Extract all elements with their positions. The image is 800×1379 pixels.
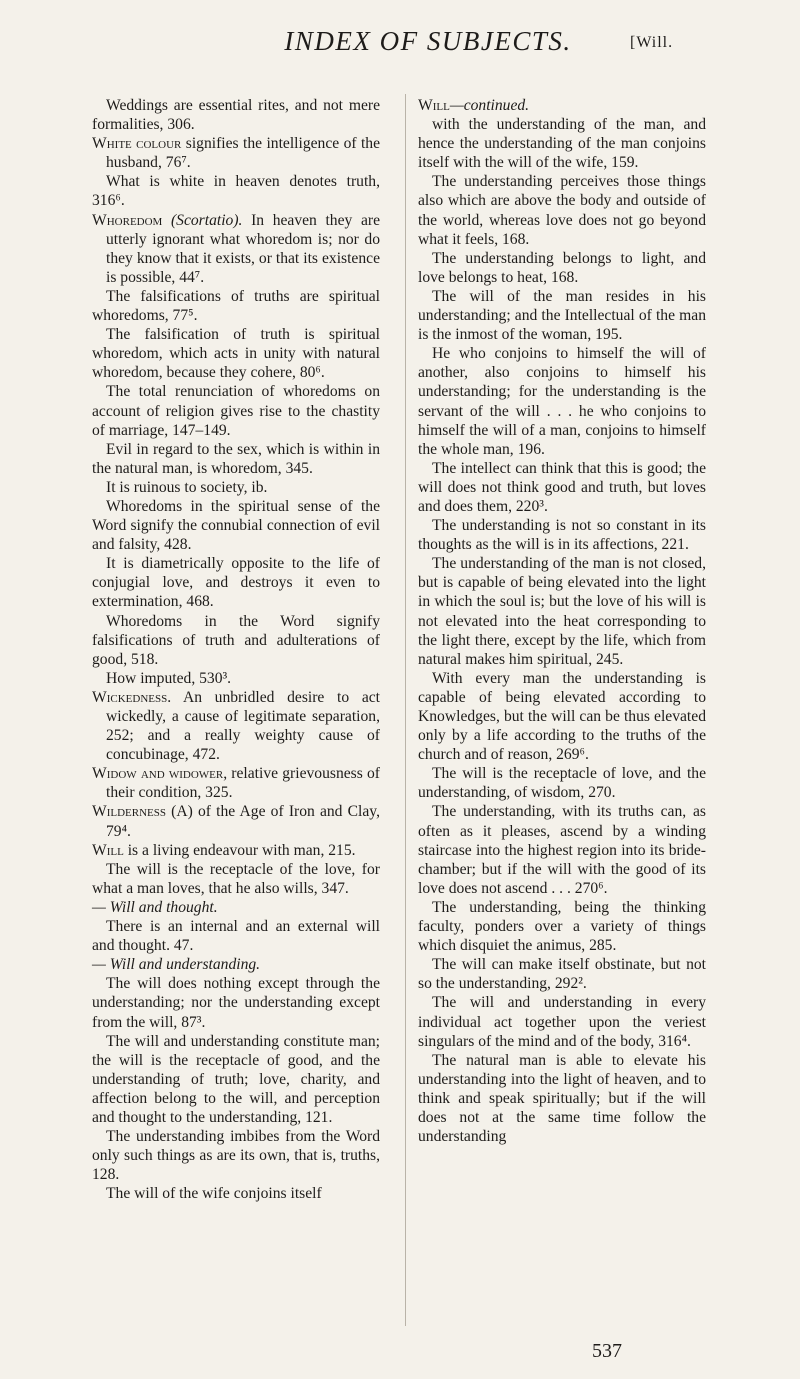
- entry-text: How imputed, 530³.: [106, 669, 232, 687]
- entry-text: He who conjoins to himself the will of another, also conjoins to himself his understanding; for the understanding is the servant of the will . . . he who conjoins to himself the will of a man, conjoins to himself the whole man, 196.: [418, 345, 706, 458]
- left-column: [92, 96, 380, 1203]
- index-entry: [92, 554, 380, 611]
- entry-text: The falsification of truth is spiritual whoredom, which acts in unity with natural whoredom, because they cohere, 80⁶.: [92, 326, 380, 382]
- index-entry: [92, 974, 380, 1031]
- entry-text: The natural man is able to elevate his understanding into the light of heaven, and to think and speak spiritually; but if the will does not at the same time follow the understanding: [418, 1051, 706, 1146]
- entry-text: An unbridled desire to act wickedly, a cause of legitimate separation, 252; and a really weighty cause of concubinage, 472.: [106, 688, 380, 764]
- entry-text: The will and understanding in every individual act together upon the veriest singulars of the mind and of the body, 316⁴.: [418, 994, 706, 1050]
- entry-heading: White colour: [92, 135, 182, 153]
- entry-text: The understanding of the man is not closed, but is capable of being elevated into the light in which the soul is; but the love of his will is not elevated into the heat corresponding to the light there, except by the life, which from natural makes him spiritual, 245.: [418, 555, 706, 668]
- index-entry: [418, 115, 706, 172]
- entry-heading: Wickedness.: [92, 688, 172, 706]
- entry-heading: Wilderness: [92, 803, 166, 821]
- entry-text: The understanding, with its truths can, as often as it pleases, ascend by a winding staircase into the highest region into its bride-chamber; but if the will with the good of its love does not ascend . . . 270⁶.: [418, 803, 706, 897]
- index-entry: [418, 287, 706, 344]
- index-entry: [92, 917, 380, 955]
- entry-text: The will of the man resides in his understanding; and the Intellectual of the man is the inmost of the woman, 195.: [418, 287, 706, 344]
- index-entry: [92, 1032, 380, 1127]
- index-entry: [92, 134, 380, 172]
- index-entry: [92, 287, 380, 325]
- entry-heading: Widow and widower,: [92, 765, 228, 783]
- index-entry: [92, 382, 380, 439]
- entry-text: (A) of the Age of Iron and Clay, 79⁴.: [106, 803, 380, 840]
- index-entry: [92, 860, 380, 898]
- index-entry: [418, 96, 706, 115]
- entry-text: The understanding imbibes from the Word only such things as are its own, that is, truths, 128.: [92, 1128, 380, 1184]
- entry-heading: Whoredom: [92, 211, 163, 229]
- entry-text: The will is the receptacle of the love, for what a man loves, that he also wills, 347.: [92, 860, 380, 897]
- entry-subheading: —continued.: [449, 97, 530, 114]
- header-keyword: [Will.: [630, 34, 674, 51]
- page-number: 537: [592, 1340, 622, 1362]
- entry-text: The understanding is not so constant in its thoughts as the will is in its affections, 221.: [418, 517, 706, 554]
- index-entry: [92, 211, 380, 287]
- index-entry: [418, 459, 706, 516]
- index-entry: [92, 841, 380, 860]
- entry-text: With every man the understanding is capable of being elevated according to Knowledges, but the will can be thus elevated only by a life according to the truths of the church and of reason, 269⁶.: [418, 669, 706, 764]
- entry-text: relative grievousness of their condition, 325.: [106, 765, 380, 802]
- index-entry: [418, 1051, 706, 1146]
- index-entry: [418, 172, 706, 248]
- index-entry: [92, 802, 380, 840]
- entry-text: is a living endeavour with man, 215.: [123, 841, 356, 859]
- index-entry: [418, 516, 706, 554]
- entry-text: Whoredoms in the Word signify falsifications of truth and adulterations of good, 518.: [92, 612, 380, 668]
- index-entry: [92, 325, 380, 382]
- entry-text: The will of the wife conjoins itself: [106, 1185, 322, 1203]
- index-entry: [92, 955, 380, 974]
- entry-text: The falsifications of truths are spiritual whoredoms, 77⁵.: [92, 287, 380, 325]
- index-entry: [92, 497, 380, 554]
- index-entry: [418, 802, 706, 897]
- entry-text: The intellect can think that this is good; the will does not think good and truth, but loves and does them, 220³.: [418, 459, 706, 515]
- entry-text: It is diametrically opposite to the life of conjugial love, and destroys it even to extermination, 468.: [92, 555, 380, 611]
- index-entry: [92, 898, 380, 917]
- entry-text: Whoredoms in the spiritual sense of the Word signify the connubial connection of evil and falsity, 428.: [92, 497, 380, 554]
- entry-text: — Will and thought.: [92, 898, 218, 916]
- entry-text: The will can make itself obstinate, but not so the understanding, 292².: [418, 956, 706, 993]
- entry-text: with the understanding of the man, and hence the understanding of the man conjoins itself with the will of the wife, 159.: [418, 116, 706, 172]
- running-title: INDEX OF SUBJECTS.: [284, 26, 572, 56]
- entry-text: The understanding belongs to light, and love belongs to heat, 168.: [418, 249, 706, 286]
- running-header: [0, 26, 800, 66]
- index-entry: [418, 993, 706, 1050]
- index-entry: [92, 96, 380, 134]
- entry-text: The understanding, being the thinking faculty, ponders over a variety of things which disquiet the animus, 285.: [418, 898, 706, 955]
- index-entry: [92, 1127, 380, 1184]
- column-divider: [405, 94, 406, 1326]
- entry-heading: Will: [92, 841, 124, 859]
- right-column: [418, 96, 706, 1146]
- entry-text: The understanding perceives those things also which are above the body and outside of the world, whereas love does not go beyond what it feels, 168.: [418, 173, 706, 248]
- index-entry: [92, 612, 380, 669]
- entry-text: — Will and understanding.: [92, 956, 261, 974]
- index-entry: [92, 440, 380, 478]
- index-entry: [418, 249, 706, 287]
- index-entry: [92, 688, 380, 764]
- index-entry: [92, 764, 380, 802]
- index-entry: [418, 554, 706, 669]
- index-entry: [418, 955, 706, 993]
- index-entry: [92, 172, 380, 210]
- entry-text: Evil in regard to the sex, which is within in the natural man, is whoredom, 345.: [92, 440, 380, 477]
- index-entry: [418, 344, 706, 459]
- index-entry: [92, 1184, 380, 1203]
- index-entry: [418, 669, 706, 764]
- entry-text: There is an internal and an external will and thought. 47.: [92, 918, 380, 955]
- index-entry: [418, 764, 706, 802]
- entry-text: In heaven they are utterly ignorant what whoredom is; nor do they know that it exists, or that its existence is possible, 44⁷.: [106, 211, 380, 286]
- entry-text: Weddings are essential rites, and not mere formalities, 306.: [92, 97, 380, 134]
- index-entry: [92, 669, 380, 688]
- entry-text: What is white in heaven denotes truth, 316⁶.: [92, 173, 380, 210]
- index-entry: [418, 898, 706, 955]
- entry-text: The total renunciation of whoredoms on account of religion gives rise to the chastity of marriage, 147–149.: [92, 383, 380, 439]
- index-entry: [92, 478, 380, 497]
- entry-text: The will is the receptacle of love, and the understanding, of wisdom, 270.: [418, 765, 706, 802]
- entry-text: The will does nothing except through the understanding; nor the understanding except from the will, 87³.: [92, 975, 380, 1031]
- entry-subheading: (Scortatio).: [162, 211, 243, 229]
- entry-text: The will and understanding constitute man; the will is the receptacle of good, and the understanding of truth; love, charity, and affection belong to the will, and perception and thought to the understanding, 121.: [92, 1032, 380, 1126]
- entry-heading: Will: [418, 97, 450, 114]
- entry-text: It is ruinous to society, ib.: [106, 478, 268, 496]
- entry-text: signifies the intelligence of the husband, 76⁷.: [106, 135, 381, 172]
